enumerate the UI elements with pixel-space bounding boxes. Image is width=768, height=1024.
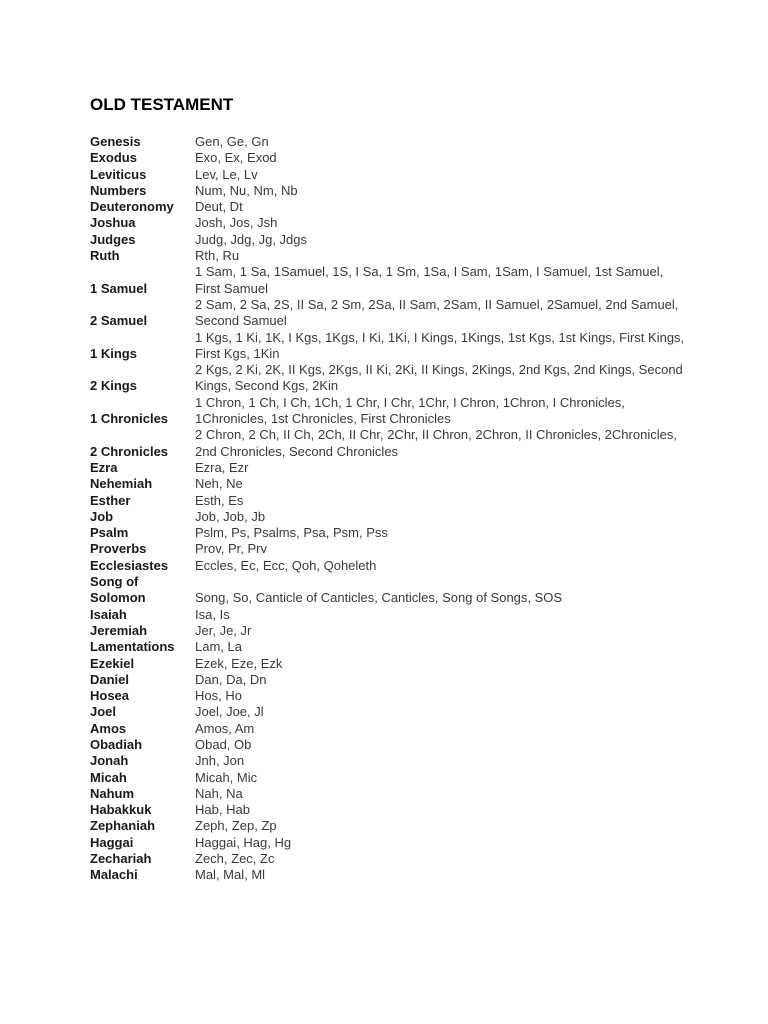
book-name: Job (90, 508, 114, 524)
book-row (90, 704, 690, 720)
book-name: Exodus (90, 150, 137, 166)
book-name: Ecclesiastes (90, 557, 169, 573)
book-row (90, 427, 690, 460)
book-row (90, 525, 690, 541)
book-name: Zephaniah (90, 818, 156, 834)
book-name: 1 Samuel (90, 280, 148, 296)
book-abbreviations: Ezra, Ezr (195, 459, 249, 475)
book-name: Malachi (90, 867, 138, 883)
book-abbreviations: 2 Sam, 2 Sa, 2S, II Sa, 2 Sm, 2Sa, II Sam, 2Sam, II Samuel, 2Samuel, 2nd Samuel, Second Samuel (195, 296, 679, 329)
book-row (90, 802, 690, 818)
book-abbreviations: Nah, Na (195, 785, 243, 801)
book-abbreviation-list (90, 134, 690, 884)
book-row (90, 134, 690, 150)
book-name: Habakkuk (90, 802, 152, 818)
book-name: Daniel (90, 671, 130, 687)
book-abbreviations: Jnh, Jon (195, 753, 245, 769)
book-name: Joshua (90, 215, 136, 231)
book-name: 2 Kings (90, 378, 137, 394)
book-row (90, 150, 690, 166)
book-name: Song of Solomon (90, 574, 146, 606)
book-row (90, 183, 690, 199)
book-row (90, 167, 690, 183)
book-name: Judges (90, 231, 136, 247)
book-abbreviations: Neh, Ne (195, 476, 243, 492)
book-abbreviations: Deut, Dt (195, 199, 243, 215)
book-abbreviations: Hab, Hab (195, 802, 250, 818)
book-row (90, 639, 690, 655)
book-row (90, 770, 690, 786)
book-name: Ezekiel (90, 655, 135, 671)
book-name: Joel (90, 704, 117, 720)
book-row (90, 232, 690, 248)
book-row (90, 330, 690, 363)
book-row (90, 297, 690, 330)
book-abbreviations: Rth, Ru (195, 248, 240, 264)
book-row (90, 656, 690, 672)
book-name: 2 Samuel (90, 313, 148, 329)
book-row (90, 721, 690, 737)
book-abbreviations: Joel, Joe, Jl (195, 704, 264, 720)
book-row (90, 753, 690, 769)
book-abbreviations: Ezek, Eze, Ezk (195, 655, 283, 671)
book-row (90, 199, 690, 215)
book-abbreviations: Eccles, Ec, Ecc, Qoh, Qoheleth (195, 557, 377, 573)
book-row (90, 558, 690, 574)
book-row (90, 493, 690, 509)
book-abbreviations: Jer, Je, Jr (195, 622, 252, 638)
book-row (90, 509, 690, 525)
book-abbreviations: 1 Chron, 1 Ch, I Ch, 1Ch, 1 Chr, I Chr, 1Chr, I Chron, 1Chron, I Chronicles, 1Chronicles, 1st Chronicles, First Chronicles (195, 394, 625, 427)
book-row (90, 623, 690, 639)
book-row (90, 248, 690, 264)
book-row (90, 818, 690, 834)
book-row (90, 476, 690, 492)
book-abbreviations: Num, Nu, Nm, Nb (195, 182, 298, 198)
book-abbreviations: Judg, Jdg, Jg, Jdgs (195, 231, 308, 247)
book-row (90, 215, 690, 231)
book-abbreviations: Amos, Am (195, 720, 255, 736)
book-name: 2 Chronicles (90, 443, 169, 459)
book-name: Leviticus (90, 166, 147, 182)
book-abbreviations: Obad, Ob (195, 736, 252, 752)
book-name: Zechariah (90, 851, 152, 867)
book-abbreviations: Isa, Is (195, 606, 230, 622)
book-name: 1 Kings (90, 345, 137, 361)
book-row (90, 835, 690, 851)
book-abbreviations: Micah, Mic (195, 769, 258, 785)
book-name: Amos (90, 720, 127, 736)
document-page (90, 94, 690, 884)
book-abbreviations: 2 Kgs, 2 Ki, 2K, II Kgs, 2Kgs, II Ki, 2Ki, II Kings, 2Kings, 2nd Kgs, 2nd Kings, Second Kings, Second Kgs, 2Kin (195, 362, 683, 394)
book-abbreviations: Zeph, Zep, Zp (195, 818, 277, 834)
book-row (90, 460, 690, 476)
book-row (90, 737, 690, 753)
book-name: Nahum (90, 785, 135, 801)
book-row (90, 688, 690, 704)
book-abbreviations: Haggai, Hag, Hg (195, 834, 292, 850)
book-abbreviations: Gen, Ge, Gn (195, 134, 269, 149)
book-name: Haggai (90, 834, 134, 850)
book-name: Esther (90, 492, 131, 508)
book-name: Isaiah (90, 606, 127, 622)
book-row (90, 395, 690, 428)
book-abbreviations: Pslm, Ps, Psalms, Psa, Psm, Pss (195, 525, 388, 541)
book-name: Genesis (90, 134, 141, 149)
book-name: Deuteronomy (90, 199, 174, 215)
book-abbreviations: Esth, Es (195, 492, 244, 508)
book-row (90, 607, 690, 623)
book-name: Numbers (90, 182, 147, 198)
book-abbreviations: Josh, Jos, Jsh (195, 215, 278, 231)
book-row (90, 851, 690, 867)
book-abbreviations: Lam, La (195, 639, 242, 655)
book-name: Psalm (90, 525, 129, 541)
book-name: Ruth (90, 248, 120, 264)
book-row (90, 362, 690, 395)
book-row (90, 672, 690, 688)
book-abbreviations: Song, So, Canticle of Canticles, Canticles, Song of Songs, SOS (195, 590, 563, 606)
book-name: Ezra (90, 459, 118, 475)
book-row (90, 786, 690, 802)
book-row (90, 574, 690, 607)
book-name: Proverbs (90, 541, 147, 557)
book-name: Jonah (90, 753, 129, 769)
book-abbreviations: 2 Chron, 2 Ch, II Ch, 2Ch, II Chr, 2Chr, II Chron, 2Chron, II Chronicles, 2Chronicles, 2nd Chronicles, Second Chronicles (195, 427, 677, 459)
book-row (90, 867, 690, 883)
book-abbreviations: 1 Sam, 1 Sa, 1Samuel, 1S, I Sa, 1 Sm, 1Sa, I Sam, 1Sam, I Samuel, 1st Samuel, First Samuel (195, 264, 664, 296)
book-abbreviations: Exo, Ex, Exod (195, 150, 277, 166)
book-name: 1 Chronicles (90, 411, 169, 427)
book-name: Nehemiah (90, 476, 153, 492)
book-abbreviations: Mal, Mal, Ml (195, 867, 266, 883)
book-name: Hosea (90, 688, 130, 704)
book-name: Micah (90, 769, 127, 785)
book-abbreviations: Hos, Ho (195, 688, 242, 704)
book-abbreviations: Dan, Da, Dn (195, 671, 267, 687)
book-abbreviations: Lev, Le, Lv (195, 166, 258, 182)
book-row (90, 541, 690, 557)
book-row (90, 264, 690, 297)
book-abbreviations: Job, Job, Jb (195, 508, 266, 524)
book-abbreviations: 1 Kgs, 1 Ki, 1K, I Kgs, 1Kgs, I Ki, 1Ki, I Kings, 1Kings, 1st Kgs, 1st Kings, First Kings, First Kgs, 1Kin (195, 329, 685, 361)
page-title: OLD TESTAMENT (90, 95, 234, 114)
book-abbreviations: Zech, Zec, Zc (195, 851, 275, 867)
book-name: Obadiah (90, 736, 143, 752)
book-name: Jeremiah (90, 622, 148, 638)
book-name: Lamentations (90, 639, 175, 655)
book-abbreviations: Prov, Pr, Prv (195, 541, 267, 557)
